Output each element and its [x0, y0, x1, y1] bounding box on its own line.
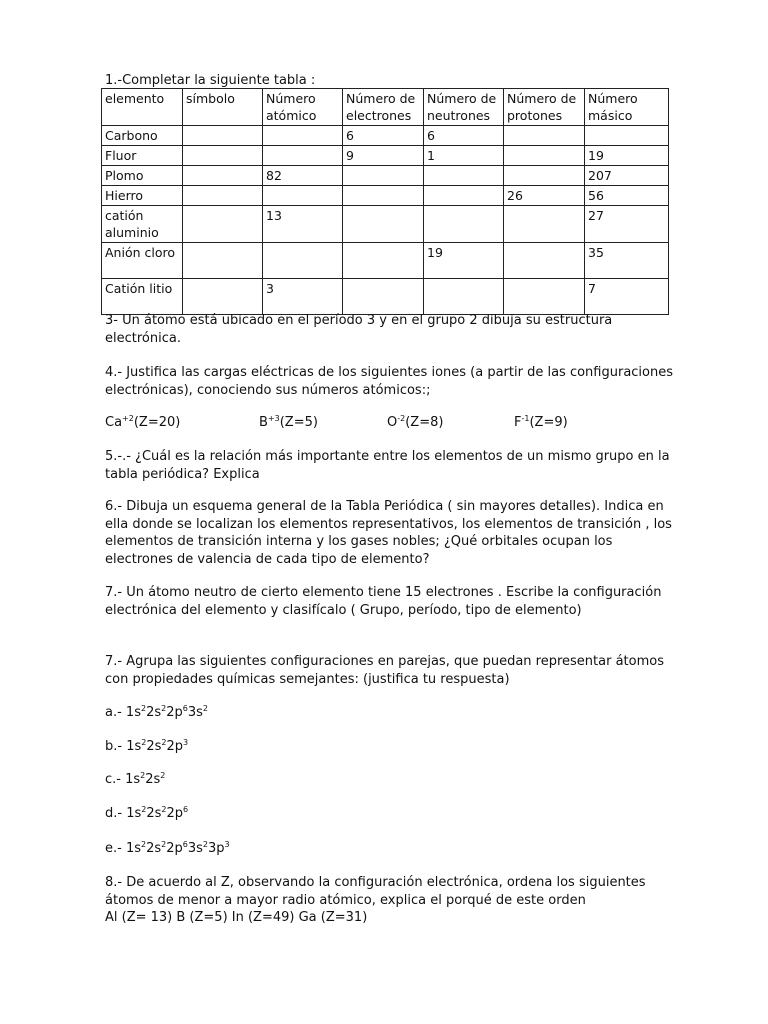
- question-4-text: 4.- Justifica las cargas eléctricas de los siguientes iones (a partir de las configuraciones electrónicas), conociendo sus números atómicos:;: [105, 365, 674, 398]
- question-6-text: 6.- Dibuja un esquema general de la Tabla Periódica ( sin mayores detalles). Indica en ella donde se localizan los elementos representativos, los elementos de transición , los elementos de transición interna y los gases nobles; ¿Qué orbitales ocupan los electrones de valencia de cada tipo de elemento?: [105, 499, 672, 567]
- config-label: b.-: [105, 739, 127, 754]
- header-simbolo: símbolo: [183, 89, 263, 126]
- table-cell: 56: [585, 186, 669, 206]
- config-label: c.-: [105, 772, 126, 787]
- ion-symbol: Ca: [105, 415, 123, 430]
- table-cell: [183, 146, 263, 166]
- table-row: [102, 206, 669, 243]
- question-5-text: 5.-.- ¿Cuál es la relación más importante entre los elementos de un mismo grupo en la tabla periódica? Explica: [105, 449, 670, 482]
- table-cell: [504, 126, 585, 146]
- ion-z: (Z=5): [279, 415, 318, 430]
- orbital: 3p: [208, 841, 225, 856]
- orbital: 1s: [126, 739, 142, 754]
- table-cell: [504, 206, 585, 243]
- orbital: 1s: [125, 841, 142, 856]
- table-cell: [263, 126, 343, 146]
- table-cell: [183, 126, 263, 146]
- header-elemento: elemento: [102, 89, 183, 126]
- table-row: [102, 243, 669, 279]
- table-cell: [424, 186, 504, 206]
- config-label: e.-: [105, 841, 126, 856]
- orbital-exponent: 2: [141, 805, 147, 814]
- table-cell: 3: [263, 279, 343, 315]
- config-d: [105, 805, 675, 823]
- orbital-exponent: 2: [141, 738, 147, 747]
- orbital: 2s: [145, 772, 161, 787]
- question-7a: [105, 584, 675, 619]
- orbital-exponent: 2: [202, 840, 209, 849]
- question-3-text: 3- Un átomo está ubicado en el período 3 y en el grupo 2 dibuja su estructura electrónica.: [105, 313, 613, 346]
- question-7b-text: 7.- Agrupa las siguientes configuraciones en parejas, que puedan representar átomos con propiedades químicas semejantes: (justifica tu respuesta): [105, 654, 664, 687]
- orbital: 1s: [125, 772, 141, 787]
- element-table: [101, 88, 669, 315]
- orbital: 2p: [166, 841, 183, 856]
- question-8-text: 8.- De acuerdo al Z, observando la configuración electrónica, ordena los siguientes átomos de menor a mayor radio atómico, explica el porqué de este orden: [105, 875, 646, 908]
- orbital: 1s: [126, 806, 142, 821]
- table-row: [102, 146, 669, 166]
- orbital-exponent: 2: [140, 704, 147, 713]
- table-cell: [263, 146, 343, 166]
- question-8-atoms: Al (Z= 13) B (Z=5) In (Z=49) Ga (Z=31): [105, 910, 368, 925]
- orbital: 2s: [146, 841, 162, 856]
- config-label: d.-: [105, 806, 127, 821]
- table-cell: [424, 206, 504, 243]
- table-cell: [343, 243, 424, 279]
- header-protones: Número de protones: [504, 89, 585, 126]
- question-5: [105, 448, 675, 483]
- table-cell: 19: [585, 146, 669, 166]
- table-cell: [343, 166, 424, 186]
- ion-z: (Z=8): [405, 415, 444, 430]
- question-3: [105, 312, 675, 347]
- table-cell: [504, 166, 585, 186]
- ion-ca: Ca+2(Z=20): [105, 414, 181, 430]
- table-cell: 26: [504, 186, 585, 206]
- table-cell: Carbono: [102, 126, 183, 146]
- table-cell: [183, 206, 263, 243]
- table-cell: [424, 279, 504, 315]
- table-row: [102, 279, 669, 315]
- question-8: [105, 874, 675, 927]
- question-4: [105, 364, 675, 399]
- orbital-exponent: 2: [161, 805, 167, 814]
- table-cell: [183, 243, 263, 279]
- table-cell: [504, 146, 585, 166]
- table-row: [102, 126, 669, 146]
- table-cell: [585, 126, 669, 146]
- table-cell: catión aluminio: [102, 206, 183, 243]
- orbital: 3s: [187, 705, 203, 720]
- orbital: 2s: [146, 705, 162, 720]
- orbital-exponent: 3: [183, 738, 189, 747]
- table-cell: 35: [585, 243, 669, 279]
- table-cell: 207: [585, 166, 669, 186]
- table-cell: 6: [424, 126, 504, 146]
- table-cell: 13: [263, 206, 343, 243]
- table-cell: [263, 243, 343, 279]
- table-cell: Catión litio: [102, 279, 183, 315]
- table-cell: [183, 279, 263, 315]
- orbital: 3s: [187, 841, 203, 856]
- orbital-exponent: 2: [160, 771, 166, 780]
- table-cell: [263, 186, 343, 206]
- orbital-exponent: 6: [182, 704, 188, 713]
- table-cell: 27: [585, 206, 669, 243]
- table-cell: 9: [343, 146, 424, 166]
- ion-b: B+3(Z=5): [259, 414, 318, 430]
- q1-title: 1.-Completar la siguiente tabla :: [105, 73, 316, 88]
- question-6: [105, 498, 675, 568]
- orbital-exponent: 2: [202, 704, 208, 713]
- table-cell: [343, 279, 424, 315]
- orbital-exponent: 2: [161, 738, 167, 747]
- table-cell: [424, 166, 504, 186]
- table-row: [102, 166, 669, 186]
- table-cell: [183, 166, 263, 186]
- table-cell: [343, 186, 424, 206]
- config-c: [105, 771, 675, 789]
- config-label: a.-: [105, 705, 126, 720]
- orbital: 2s: [146, 806, 162, 821]
- config-e: [105, 840, 675, 858]
- header-neutrones: Número de neutrones: [424, 89, 504, 126]
- table-cell: 19: [424, 243, 504, 279]
- question-7b: [105, 653, 675, 688]
- table-header-row: [102, 89, 669, 126]
- table-cell: 6: [343, 126, 424, 146]
- orbital-exponent: 3: [224, 840, 230, 849]
- table-cell: Hierro: [102, 186, 183, 206]
- orbital: 2s: [146, 739, 162, 754]
- ion-z: (Z=9): [529, 415, 568, 430]
- table-cell: [183, 186, 263, 206]
- config-b: [105, 738, 675, 756]
- orbital-exponent: 2: [140, 771, 146, 780]
- table-cell: [504, 279, 585, 315]
- orbital-exponent: 2: [141, 840, 147, 849]
- orbital: 2p: [166, 705, 183, 720]
- ion-symbol: B: [259, 415, 268, 430]
- ion-o: O-2(Z=8): [387, 414, 444, 430]
- ion-symbol: F: [514, 415, 522, 430]
- ion-symbol: O: [387, 415, 398, 430]
- question-7a-text: 7.- Un átomo neutro de cierto elemento tiene 15 electrones . Escribe la configuración electrónica del elemento y clasifícalo ( Grupo, período, tipo de elemento): [105, 585, 662, 618]
- orbital: 1s: [125, 705, 141, 720]
- header-electrones: Número de electrones: [343, 89, 424, 126]
- ion-z: (Z=20): [133, 415, 181, 430]
- orbital: 2p: [166, 739, 184, 754]
- table-cell: Anión cloro: [102, 243, 183, 279]
- ion-f: F-1(Z=9): [514, 414, 568, 430]
- table-cell: 7: [585, 279, 669, 315]
- table-cell: 1: [424, 146, 504, 166]
- table-row: [102, 186, 669, 206]
- orbital-exponent: 6: [183, 805, 189, 814]
- orbital: 2p: [166, 806, 184, 821]
- orbital-exponent: 2: [161, 704, 167, 713]
- orbital-exponent: 2: [161, 840, 167, 849]
- table-cell: [504, 243, 585, 279]
- table-cell: 82: [263, 166, 343, 186]
- header-numero-masico: Número másico: [585, 89, 669, 126]
- orbital-exponent: 6: [182, 840, 188, 849]
- table-cell: [343, 206, 424, 243]
- config-a: [105, 704, 675, 722]
- header-numero-atomico: Número atómico: [263, 89, 343, 126]
- table-cell: Plomo: [102, 166, 183, 186]
- table-cell: Fluor: [102, 146, 183, 166]
